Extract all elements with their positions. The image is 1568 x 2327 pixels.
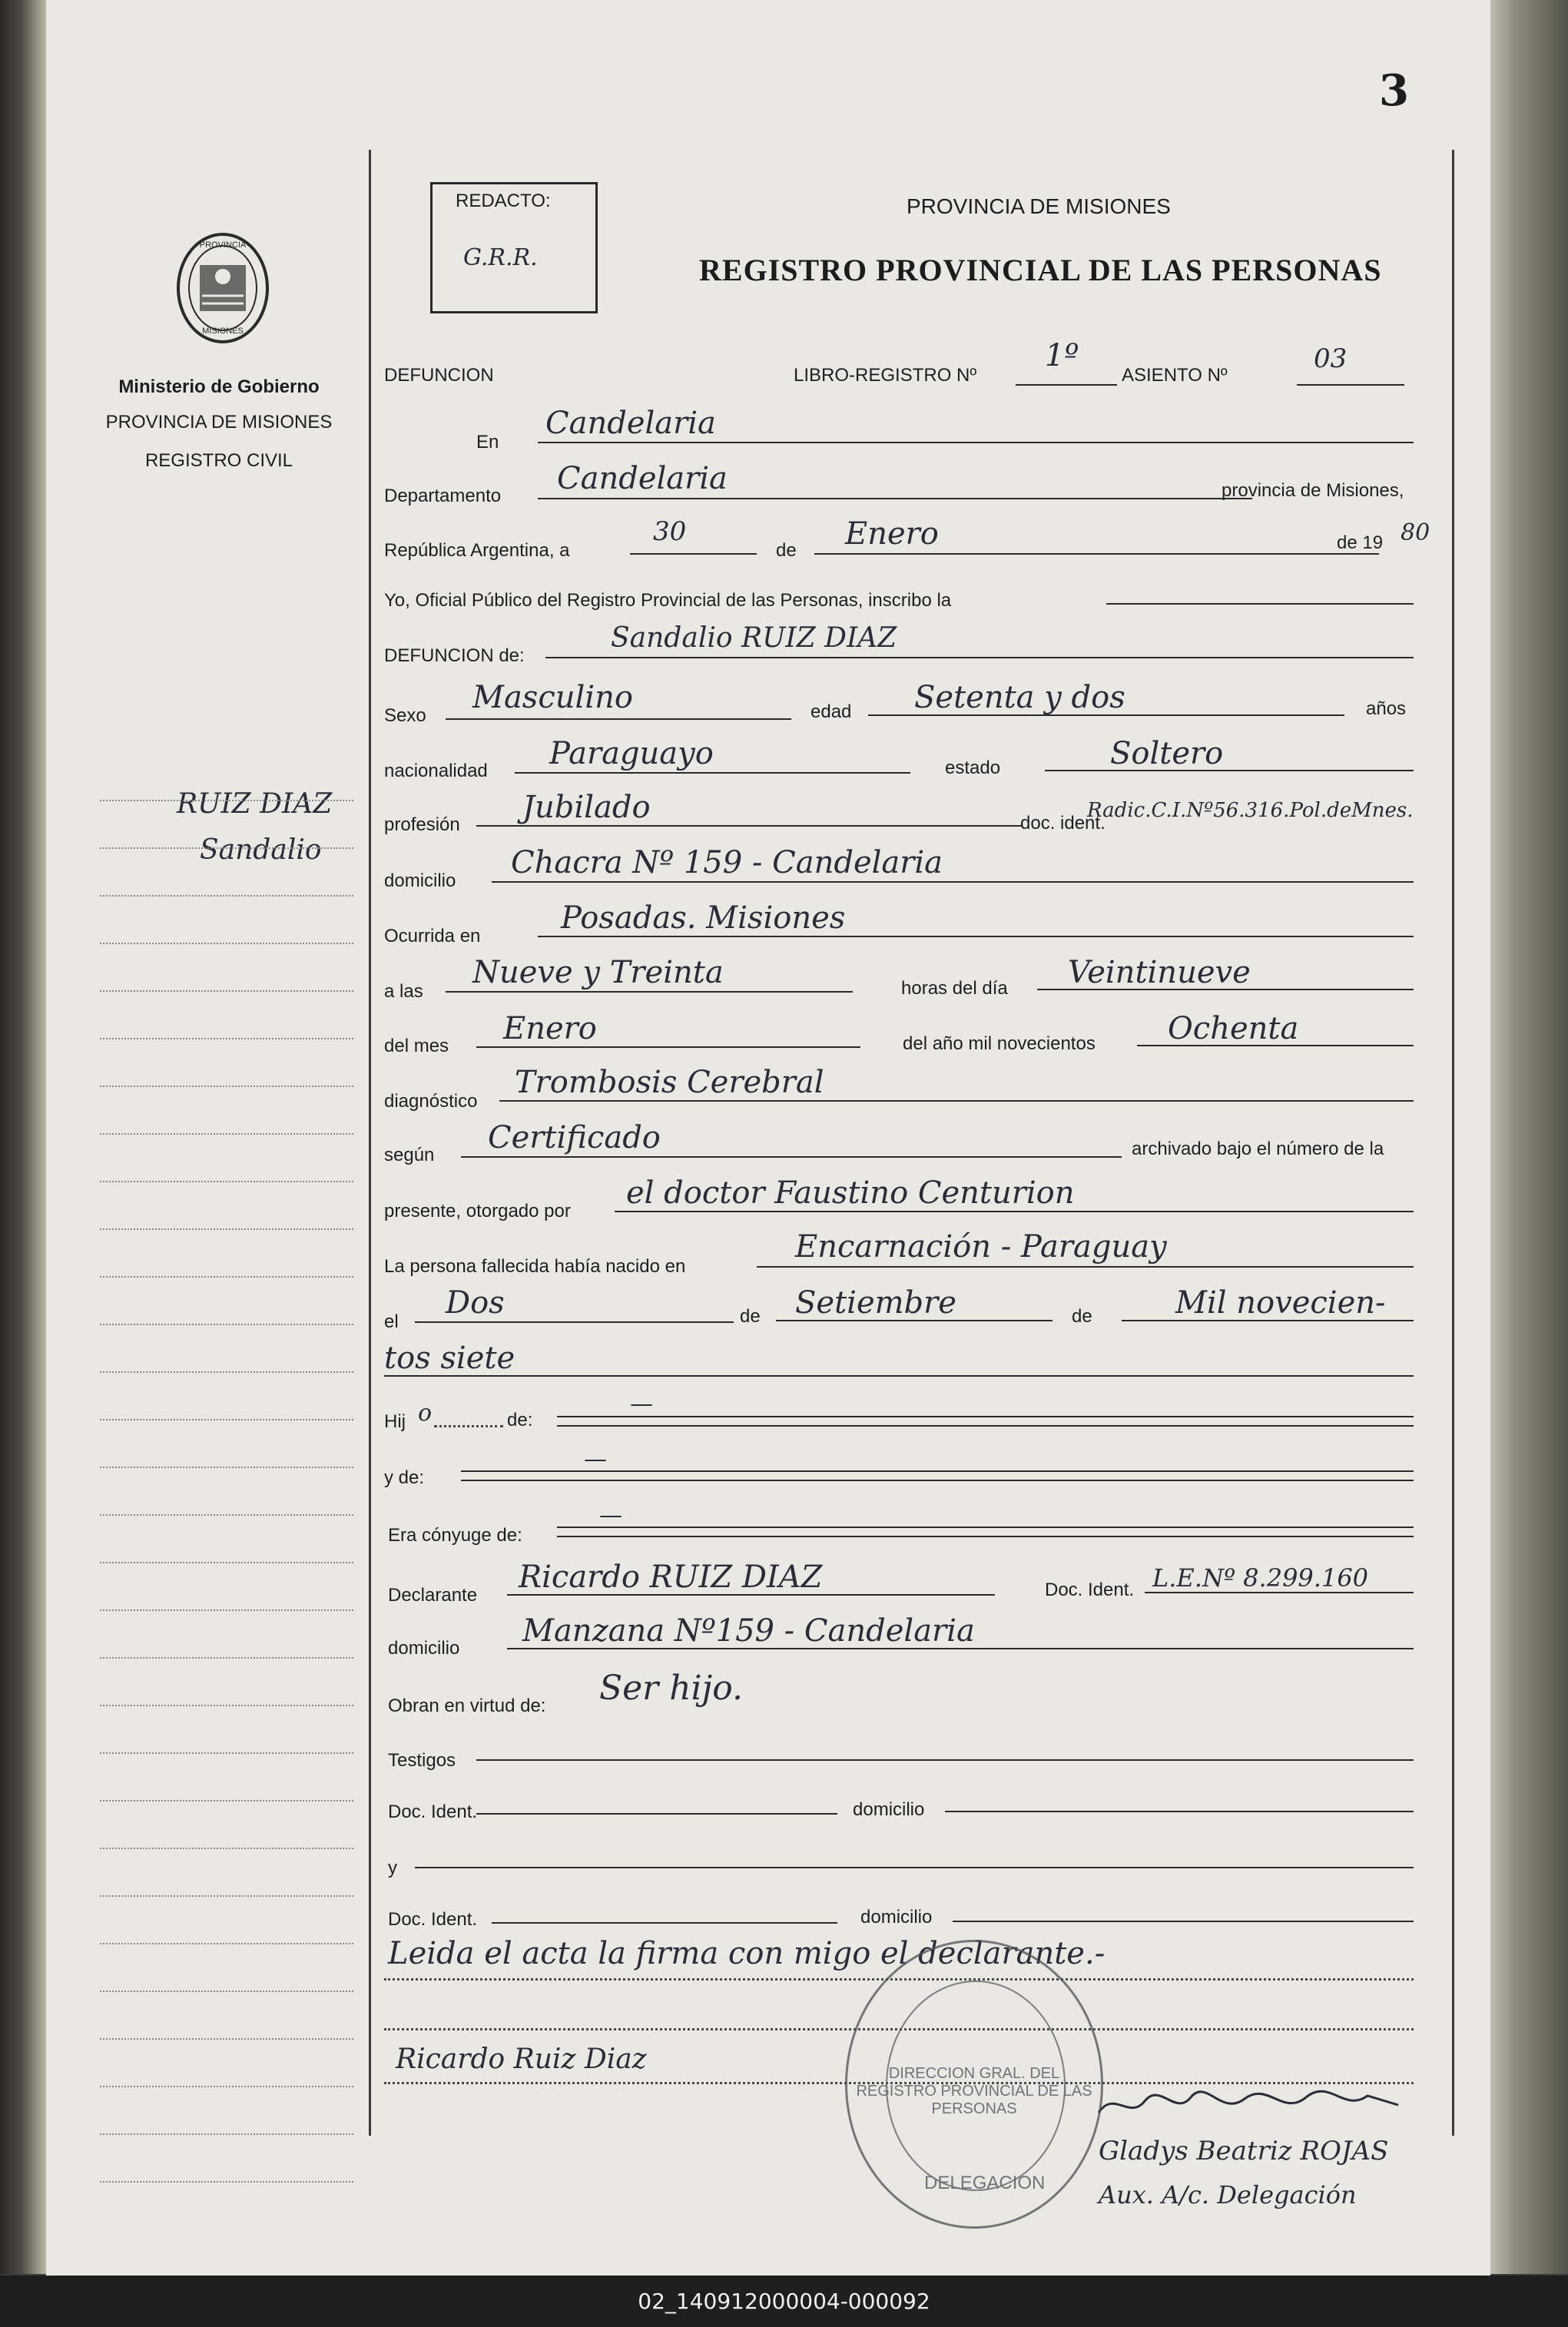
stamp-lower-text: DELEGACION: [924, 2173, 1046, 2193]
page-number: 3: [1379, 65, 1409, 116]
y-de-line: [461, 1470, 1414, 1472]
birth-year-value: Mil novecien-: [1175, 1285, 1386, 1321]
crest-text-bottom: MISIONES: [202, 327, 244, 336]
en-line: [538, 442, 1414, 443]
hij-dots: [434, 1425, 503, 1427]
birth-day-value: Dos: [446, 1285, 505, 1321]
anos-label: años: [1366, 698, 1407, 719]
profesion-label: profesión: [384, 814, 460, 835]
oficial-line: [1106, 603, 1414, 605]
testigos-label: Testigos: [388, 1750, 456, 1771]
de-label: de: [776, 540, 797, 561]
nacionalidad-line: [515, 772, 910, 774]
mes-value: Enero: [503, 1011, 597, 1046]
defuncion-de-label: DEFUNCION de:: [384, 645, 525, 666]
ano-label: del año mil novecientos: [903, 1033, 1096, 1054]
asiento-value: 03: [1314, 343, 1348, 374]
decl-doc-value: L.E.Nº 8.299.160: [1152, 1563, 1369, 1593]
archivado-label: archivado bajo el número de la: [1132, 1139, 1384, 1159]
decl-domicilio-label: domicilio: [388, 1638, 460, 1659]
edad-label: edad: [811, 701, 852, 722]
declarante-line: [507, 1594, 995, 1596]
ano-line: [1137, 1045, 1414, 1046]
month-line: [814, 553, 1379, 555]
sexo-line: [446, 718, 791, 720]
nacido-value: Encarnación - Paraguay: [795, 1229, 1167, 1265]
diagnostico-label: diagnóstico: [384, 1091, 478, 1112]
declarant-signature: Ricardo Ruiz Diaz: [396, 2044, 647, 2075]
nacido-label: La persona fallecida había nacido en: [384, 1256, 686, 1277]
testigo2-domicilio-label: domicilio: [860, 1907, 933, 1928]
hij-de-line: [557, 1416, 1414, 1417]
margin-ruled-lines: [100, 799, 353, 2228]
diagnostico-line: [499, 1100, 1414, 1102]
decl-doc-label: Doc. Ident.: [1045, 1580, 1135, 1600]
doc-ident-value: Radic.C.I.Nº56.316.Pol.deMnes.: [1087, 799, 1414, 822]
hij-label: Hij: [384, 1411, 406, 1432]
testigo2-domicilio-line: [953, 1921, 1414, 1922]
day-value: 30: [653, 516, 687, 547]
official-title: Aux. A/c. Delegación: [1099, 2180, 1357, 2209]
departamento-line: [538, 498, 1252, 499]
testigo2-doc-line: [492, 1922, 837, 1924]
obran-value: Ser hijo.: [599, 1669, 743, 1708]
dia-value: Veintinueve: [1068, 955, 1251, 990]
redacto-box: [430, 182, 598, 313]
conyuge-value: —: [599, 1502, 622, 1529]
domicilio-label: domicilio: [384, 870, 456, 891]
margin-given-name: Sandalio: [200, 834, 322, 866]
ocurrida-line: [538, 936, 1414, 937]
conyuge-line: [557, 1526, 1414, 1528]
year-value: 80: [1401, 519, 1430, 546]
y-label: y: [388, 1858, 397, 1878]
stamp-text: DIRECCION GRAL. DEL REGISTRO PROVINCIAL DE LAS PERSONAS: [856, 2065, 1092, 2117]
nacionalidad-value: Paraguayo: [549, 736, 714, 771]
registry-title: REGISTRO PROVINCIAL DE LAS PERSONAS: [699, 253, 1382, 287]
segun-label: según: [384, 1145, 435, 1165]
a-las-label: a las: [384, 981, 423, 1002]
presente-value: el doctor Faustino Centurion: [626, 1175, 1075, 1211]
profesion-value: Jubilado: [522, 790, 651, 825]
official-signature-icon: [1091, 2082, 1414, 2128]
hij-de-line-2: [557, 1425, 1414, 1427]
horas-label: horas del día: [901, 978, 1008, 999]
ano-value: Ochenta: [1168, 1011, 1299, 1046]
testigos-line: [476, 1759, 1414, 1761]
office-registry: REGISTRO CIVIL: [144, 450, 293, 471]
el-label: el: [384, 1311, 399, 1332]
provincia-label: provincia de Misiones,: [1222, 480, 1404, 501]
office-province: PROVINCIA DE MISIONES: [105, 412, 333, 433]
estado-label: estado: [945, 757, 1001, 778]
hij-de-label: de:: [507, 1410, 533, 1430]
sexo-value: Masculino: [472, 680, 633, 715]
presente-line: [615, 1211, 1414, 1212]
deceased-line: [545, 657, 1414, 658]
registry-seal-stamp: [845, 1940, 1103, 2229]
testigo1-domicilio-line: [945, 1811, 1414, 1812]
testigo1-domicilio-label: domicilio: [853, 1799, 925, 1820]
ocurrida-label: Ocurrida en: [384, 926, 481, 946]
mes-line: [476, 1046, 860, 1048]
month-value: Enero: [845, 516, 939, 552]
birth-month-line: [776, 1320, 1053, 1321]
y-line: [415, 1867, 1414, 1868]
del-mes-label: del mes: [384, 1036, 449, 1056]
libro-label: LIBRO-REGISTRO Nº: [794, 365, 977, 386]
edad-value: Setenta y dos: [914, 680, 1125, 715]
oficial-label: Yo, Oficial Público del Registro Provincial de las Personas, inscribo la: [384, 590, 952, 611]
redacto-value: G.R.R.: [463, 244, 538, 271]
ocurrida-value: Posadas. Misiones: [561, 900, 846, 936]
doc-ident-label: doc. ident.: [1020, 813, 1106, 834]
decl-domicilio-value: Manzana Nº159 - Candelaria: [522, 1613, 975, 1649]
conyuge-label: Era cónyuge de:: [388, 1525, 522, 1546]
estado-line: [1045, 770, 1414, 771]
margin-divider-left: [369, 150, 371, 2136]
segun-value: Certificado: [488, 1120, 661, 1155]
birth-de-label-1: de: [740, 1306, 761, 1327]
continuation-line: [384, 1375, 1414, 1377]
testigo1-doc-label: Doc. Ident.: [388, 1802, 478, 1822]
register-page: [46, 0, 1490, 2276]
image-code-footer: 02_140912000004-000092: [0, 2276, 1568, 2327]
departamento-value: Candelaria: [557, 461, 728, 496]
estado-value: Soltero: [1110, 736, 1224, 771]
sexo-label: Sexo: [384, 705, 426, 726]
birth-month-value: Setiembre: [795, 1285, 956, 1321]
conyuge-line-2: [557, 1536, 1414, 1537]
margin-divider-right: [1452, 150, 1454, 2136]
redacto-label: REDACTO:: [456, 191, 551, 211]
nacionalidad-label: nacionalidad: [384, 761, 488, 781]
province-header: PROVINCIA DE MISIONES: [907, 194, 1171, 218]
hij-value: o: [418, 1400, 433, 1427]
birth-year-line: [1122, 1320, 1414, 1321]
hij-de-value: —: [630, 1391, 653, 1417]
birth-day-line: [415, 1321, 734, 1323]
en-value: Candelaria: [545, 406, 716, 441]
libro-line: [1016, 384, 1117, 386]
dia-line: [1037, 989, 1414, 990]
declarante-label: Declarante: [388, 1585, 478, 1606]
diagnostico-value: Trombosis Cerebral: [515, 1065, 824, 1100]
declarante-value: Ricardo RUIZ DIAZ: [519, 1560, 823, 1595]
libro-value: 1º: [1045, 338, 1079, 373]
crest-text-top: PROVINCIA: [199, 240, 247, 250]
asiento-label: ASIENTO Nº: [1122, 365, 1228, 386]
asiento-line: [1297, 384, 1404, 386]
profesion-line: [476, 825, 1022, 827]
deceased-value: Sandalio RUIZ DIAZ: [611, 622, 897, 654]
en-label: En: [476, 432, 499, 452]
birth-year-continuation: tos siete: [384, 1341, 515, 1376]
book-edge-right: [1487, 0, 1568, 2274]
decl-doc-line: [1145, 1592, 1414, 1593]
official-name: Gladys Beatriz ROJAS: [1099, 2136, 1389, 2166]
decl-domicilio-line: [507, 1648, 1414, 1649]
domicilio-value: Chacra Nº 159 - Candelaria: [511, 845, 943, 880]
nacido-line: [757, 1266, 1414, 1268]
y-de-label: y de:: [384, 1467, 425, 1488]
presente-label: presente, otorgado por: [384, 1201, 571, 1222]
domicilio-line: [492, 881, 1414, 883]
y-de-value: —: [584, 1446, 607, 1473]
segun-line: [461, 1156, 1122, 1158]
leida-statement: Leida el acta la firma con migo el declarante.-: [388, 1936, 1106, 1971]
year-prefix-label: de 19: [1337, 532, 1384, 553]
a-las-value: Nueve y Treinta: [472, 955, 724, 990]
republica-label: República Argentina, a: [384, 540, 570, 561]
departamento-label: Departamento: [384, 486, 502, 506]
a-las-line: [446, 991, 853, 993]
act-type-label: DEFUNCION: [384, 365, 494, 386]
birth-de-label-2: de: [1072, 1306, 1092, 1327]
testigo2-doc-label: Doc. Ident.: [388, 1909, 478, 1930]
day-line: [630, 553, 757, 555]
provincial-crest-icon: [173, 230, 273, 346]
testigo1-doc-line: [476, 1813, 837, 1815]
margin-surname: RUIZ DIAZ: [177, 788, 333, 820]
office-ministry: Ministerio de Gobierno: [118, 376, 320, 397]
y-de-line-2: [461, 1480, 1414, 1481]
edad-line: [868, 714, 1344, 716]
obran-label: Obran en virtud de:: [388, 1696, 546, 1716]
